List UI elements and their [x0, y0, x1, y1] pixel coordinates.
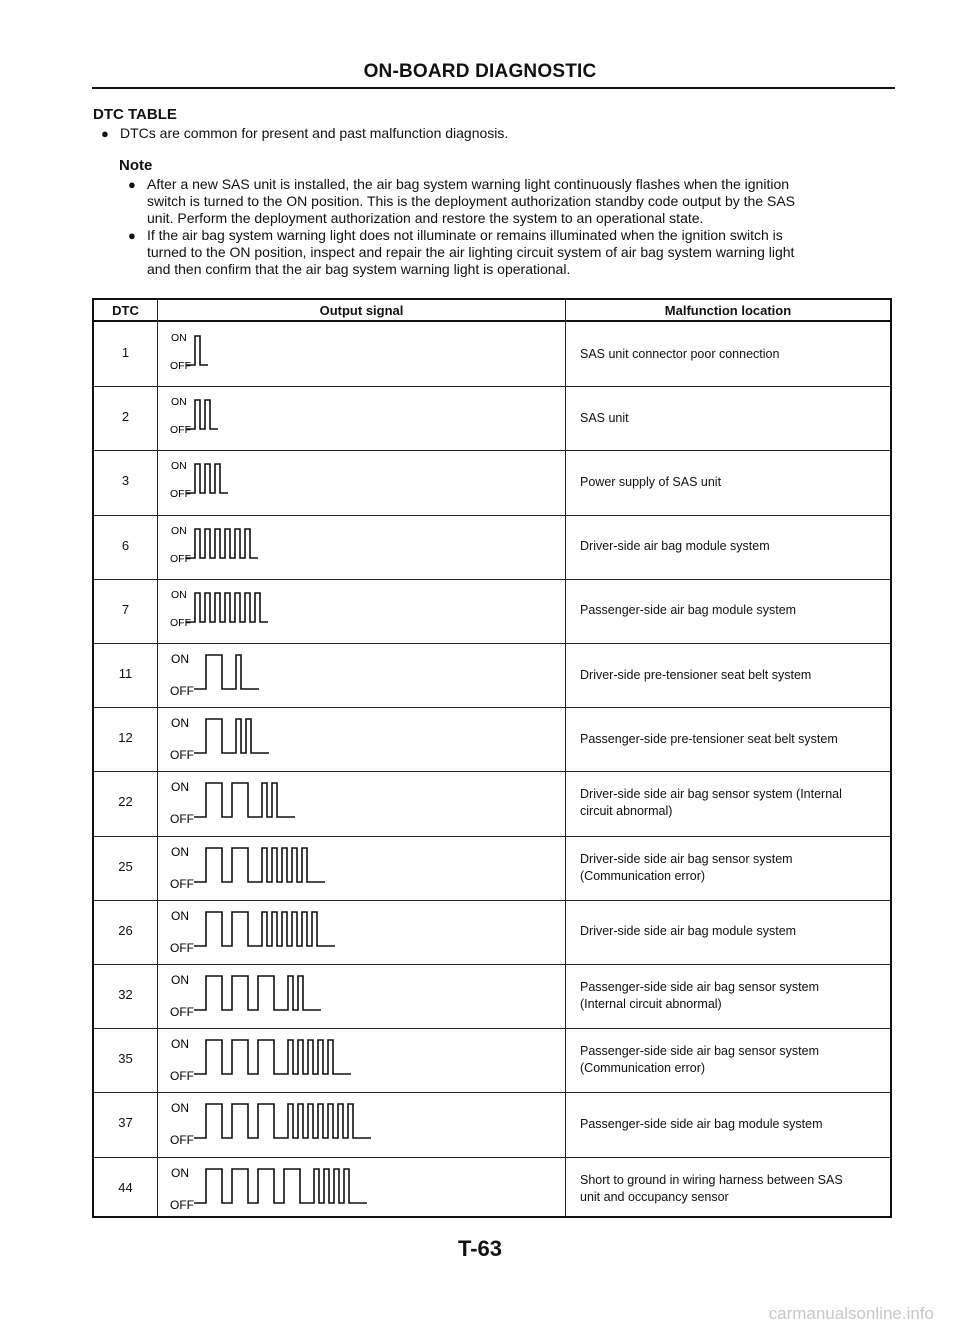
- output-signal-waveform: [158, 643, 564, 707]
- header-output-signal: Output signal: [319, 302, 404, 318]
- dtc-code: 2: [121, 409, 130, 425]
- location-line: Short to ground in wiring harness between SAS: [580, 1172, 843, 1187]
- output-signal-waveform: [158, 771, 564, 835]
- off-label: OFF: [170, 876, 194, 891]
- output-signal-waveform: [158, 579, 564, 643]
- section-bullet-text: DTCs are common for present and past malfunction diagnosis.: [120, 125, 509, 141]
- off-label: OFF: [170, 360, 191, 372]
- dtc-code: 22: [118, 794, 133, 810]
- note-line: and then confirm that the air bag system warning light is operational.: [147, 261, 571, 277]
- off-label: OFF: [170, 1005, 194, 1019]
- page-number: T-63: [457, 1236, 503, 1261]
- malfunction-location: [580, 410, 880, 427]
- bullet-dot: ●: [128, 177, 136, 192]
- output-signal-waveform: [158, 1092, 564, 1156]
- output-signal-waveform: [158, 964, 564, 1028]
- table-row: [94, 1028, 890, 1092]
- signal-line: [194, 1169, 367, 1203]
- location-line: Passenger-side side air bag module system: [580, 1116, 823, 1131]
- location-line: SAS unit connector poor connection: [580, 346, 780, 361]
- output-signal-waveform: [158, 707, 564, 771]
- location-line: Driver-side side air bag sensor system: [580, 851, 793, 866]
- signal-line: [194, 783, 295, 817]
- malfunction-location: [580, 1043, 880, 1077]
- location-line: Passenger-side side air bag sensor system: [580, 1044, 820, 1059]
- signal-line: [194, 848, 325, 882]
- malfunction-location: [580, 923, 880, 940]
- table-row: [94, 1092, 890, 1156]
- malfunction-location: [580, 602, 880, 619]
- on-label: ON: [171, 844, 189, 859]
- location-line: unit and occupancy sensor: [580, 1189, 729, 1204]
- signal-line: [186, 593, 268, 622]
- location-line: Passenger-side side air bag sensor system: [580, 980, 820, 995]
- signal-line: [194, 719, 269, 753]
- location-line: Passenger-side air bag module system: [580, 603, 797, 618]
- location-line: Driver-side side air bag module system: [580, 924, 797, 939]
- malfunction-location: [580, 786, 880, 820]
- section-title: DTC TABLE: [93, 106, 177, 123]
- table-row: [94, 836, 890, 900]
- bullet-dot: ●: [128, 228, 136, 243]
- header-rule: [92, 87, 895, 89]
- dtc-code: 44: [118, 1179, 133, 1195]
- dtc-code: 12: [118, 730, 133, 746]
- malfunction-location: [580, 474, 880, 491]
- off-label: OFF: [170, 424, 191, 437]
- note-line: turned to the ON position, inspect and repair the air lighting circuit system of air bag system warning light: [147, 244, 795, 260]
- dtc-code: 26: [118, 922, 133, 938]
- table-row: [94, 643, 890, 707]
- signal-line: [194, 1040, 351, 1074]
- dtc-code: 11: [118, 666, 133, 682]
- dtc-code: 35: [118, 1051, 133, 1067]
- header-malfunction-location: Malfunction location: [664, 302, 792, 318]
- output-signal-waveform: [158, 450, 564, 514]
- on-label: ON: [171, 908, 189, 923]
- signal-line: [186, 529, 258, 558]
- location-line: Driver-side pre-tensioner seat belt system: [580, 667, 812, 682]
- off-label: OFF: [170, 684, 194, 698]
- signal-line: [194, 976, 321, 1010]
- output-signal-waveform: [158, 1028, 564, 1092]
- off-label: OFF: [170, 1069, 194, 1084]
- off-label: OFF: [170, 488, 191, 501]
- dtc-code: 32: [118, 987, 133, 1003]
- dtc-table: [92, 298, 892, 1218]
- off-label: OFF: [170, 616, 191, 629]
- dtc-code: 7: [121, 601, 130, 617]
- malfunction-location: [580, 1116, 880, 1133]
- dtc-code: 6: [121, 537, 130, 553]
- signal-line: [194, 655, 259, 689]
- output-signal-waveform: [158, 1157, 564, 1221]
- location-line: Power supply of SAS unit: [580, 474, 722, 489]
- on-label: ON: [171, 780, 189, 795]
- output-signal-waveform: [158, 515, 564, 579]
- on-label: ON: [171, 588, 187, 601]
- signal-line: [194, 1104, 371, 1138]
- malfunction-location: [580, 1172, 880, 1206]
- off-label: OFF: [170, 1133, 194, 1148]
- location-line: circuit abnormal): [580, 804, 673, 819]
- on-label: ON: [171, 716, 189, 731]
- malfunction-location: [580, 979, 880, 1013]
- dtc-code: 1: [121, 345, 130, 361]
- output-signal-waveform: [158, 322, 564, 386]
- location-line: SAS unit: [580, 410, 629, 425]
- output-signal-waveform: [158, 836, 564, 900]
- off-label: OFF: [170, 552, 191, 565]
- output-signal-waveform: [158, 900, 564, 964]
- table-row: [94, 450, 890, 514]
- on-label: ON: [171, 973, 189, 987]
- signal-line: [186, 464, 228, 493]
- table-row: [94, 900, 890, 964]
- location-line: (Communication error): [580, 1061, 706, 1076]
- table-row: [94, 1157, 890, 1221]
- malfunction-location: [580, 346, 880, 363]
- on-label: ON: [171, 524, 187, 537]
- note-line: switch is turned to the ON position. This is the deployment authorization standby code output by the SAS: [147, 193, 795, 209]
- dtc-code: 3: [121, 473, 130, 489]
- location-line: Driver-side air bag module system: [580, 539, 770, 554]
- note-line: unit. Perform the deployment authorization and restore the system to an operational state.: [147, 210, 704, 226]
- malfunction-location: [580, 851, 880, 885]
- bullet-dot: ●: [101, 126, 109, 141]
- watermark: carmanualsonline.info: [768, 1304, 934, 1323]
- on-label: ON: [171, 1165, 189, 1180]
- table-row: [94, 386, 890, 450]
- dtc-code: 25: [118, 858, 133, 874]
- off-label: OFF: [170, 748, 194, 763]
- note-line: If the air bag system warning light does not illuminate or remains illuminated when the ignition switch is: [147, 227, 783, 243]
- dtc-code: 37: [118, 1115, 133, 1131]
- on-label: ON: [171, 396, 187, 409]
- table-row: [94, 322, 890, 386]
- location-line: Driver-side side air bag sensor system (Internal: [580, 787, 842, 802]
- table-row: [94, 579, 890, 643]
- table-row: [94, 515, 890, 579]
- header-dtc: DTC: [112, 302, 139, 318]
- location-line: Passenger-side pre-tensioner seat belt system: [580, 731, 838, 746]
- off-label: OFF: [170, 940, 194, 955]
- malfunction-location: [580, 538, 880, 555]
- on-label: ON: [171, 652, 189, 666]
- on-label: ON: [171, 460, 187, 473]
- off-label: OFF: [170, 812, 194, 827]
- on-label: ON: [171, 1101, 189, 1116]
- signal-line: [194, 912, 335, 946]
- output-signal-waveform: [158, 386, 564, 450]
- on-label: ON: [171, 332, 187, 344]
- note-title: Note: [119, 157, 153, 174]
- location-line: (Internal circuit abnormal): [580, 997, 722, 1012]
- table-row: [94, 964, 890, 1028]
- page-header-title: ON-BOARD DIAGNOSTIC: [363, 61, 597, 82]
- on-label: ON: [171, 1037, 189, 1052]
- location-line: (Communication error): [580, 868, 706, 883]
- table-row: [94, 707, 890, 771]
- note-line: After a new SAS unit is installed, the air bag system warning light continuously flashes when the ignition: [147, 176, 790, 192]
- malfunction-location: [580, 667, 880, 684]
- table-row: [94, 771, 890, 835]
- off-label: OFF: [170, 1197, 194, 1212]
- malfunction-location: [580, 731, 880, 748]
